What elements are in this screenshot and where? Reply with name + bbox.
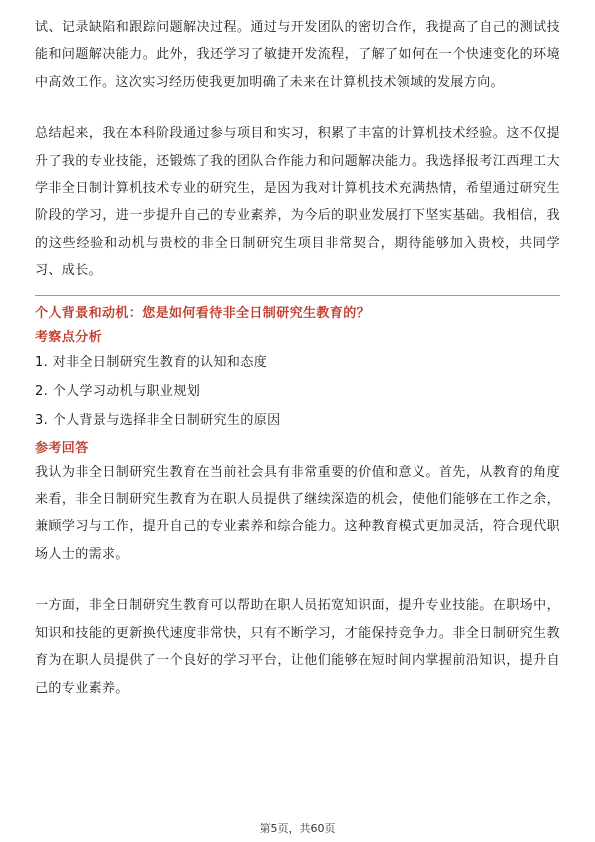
answer-paragraph-2: 一方面，非全日制研究生教育可以帮助在职人员拓宽知识面，提升专业技能。在职场中，知识和技能的更新换代速度非常快，只有不断学习，才能保持竞争力。非全日制研究生教育为在职人员提供了一个良好的学习平台，让他们能够在短时间内掌握前沿知识，提升自己的专业素养。 — [35, 598, 560, 696]
analysis-point: 1. 对非全日制研究生教育的认知和态度 — [35, 354, 268, 370]
answer-label: 参考回答 — [35, 440, 89, 456]
intro-paragraph-2: 总结起来，我在本科阶段通过参与项目和实习，积累了丰富的计算机技术经验。这不仅提升了我的专业技能，还锻炼了我的团队合作能力和问题解决能力。我选择报考江西理工大学非全日制计算机技术专业的研究生，是因为我对计算机技术充满热情，希望通过研究生阶段的学习，进一步提升自己的专业素养，为今后的职业发展打下坚实基础。我相信，我的这些经验和动机与贵校的非全日制研究生项目非常契合，期待能够加入贵校，共同学习、成长。 — [35, 126, 560, 279]
answer-paragraph-1: 我认为非全日制研究生教育在当前社会具有非常重要的价值和意义。首先，从教育的角度来看，非全日制研究生教育为在职人员提供了继续深造的机会，使他们能够在工作之余，兼顾学习与工作，提升自己的专业素养和综合能力。这种教育模式更加灵活，符合现代职场人士的需求。 — [35, 464, 560, 562]
analysis-points — [35, 348, 560, 435]
section-divider — [35, 295, 560, 296]
question-title: 个人背景和动机：您是如何看待非全日制研究生教育的？ — [35, 305, 371, 321]
intro-paragraph-1: 试、记录缺陷和跟踪问题解决过程。通过与开发团队的密切合作，我提高了自己的测试技能和问题解决能力。此外，我还学习了敏捷开发流程，了解了如何在一个快速变化的环境中高效工作。这次实习经历使我更加明确了未来在计算机技术领域的发展方向。 — [35, 20, 560, 90]
analysis-point: 2. 个人学习动机与职业规划 — [35, 383, 201, 399]
page-number-footer: 第5页，共60页 — [259, 822, 336, 835]
analysis-point: 3. 个人背景与选择非全日制研究生的原因 — [35, 412, 281, 428]
document-page — [35, 14, 560, 702]
analysis-label: 考察点分析 — [35, 329, 103, 345]
